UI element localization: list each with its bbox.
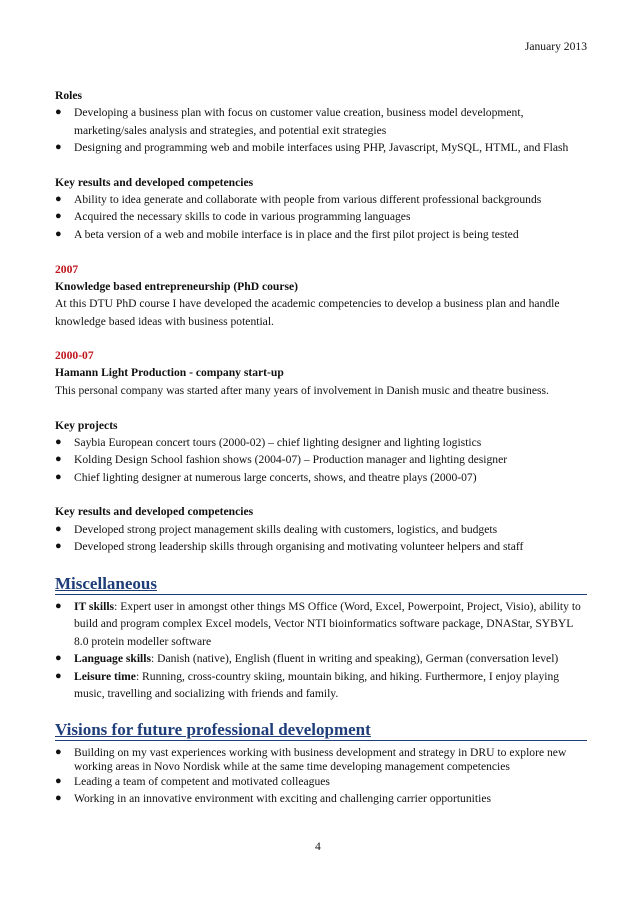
- it-skills-cont: 8.0 protein modeller software: [74, 635, 212, 648]
- hamann-year: 2000-07: [55, 349, 94, 362]
- key-projects-item: Chief lighting designer at numerous large concerts, shows, and theatre plays (2000-07): [74, 471, 477, 484]
- bullet-icon: ●: [55, 523, 62, 535]
- roles-item: Developing a business plan with focus on customer value creation, business model development,: [74, 106, 524, 119]
- it-skills-label: IT skills: [74, 600, 115, 613]
- bullet-icon: ●: [55, 436, 62, 448]
- misc-language-skills: [74, 650, 558, 667]
- page-number: 4: [315, 840, 321, 853]
- bullet-icon: ●: [55, 775, 62, 787]
- key-results-item: A beta version of a web and mobile interface is in place and the first pilot project is being tested: [74, 228, 519, 241]
- bullet-icon: ●: [55, 210, 62, 222]
- phd-description: At this DTU PhD course I have developed the academic competencies to develop a business plan and handle: [55, 297, 560, 310]
- visions-heading: [55, 720, 587, 741]
- key-projects-item: Saybia European concert tours (2000-02) – chief lighting designer and lighting logistics: [74, 436, 482, 449]
- bullet-icon: ●: [55, 228, 62, 240]
- key-results-item: Ability to idea generate and collaborate with people from various different professional backgrounds: [74, 193, 542, 206]
- leisure-time-text: : Running, cross-country skiing, mountain biking, and hiking. Furthermore, I enjoy playing: [135, 670, 560, 683]
- phd-title: Knowledge based entrepreneurship (PhD course): [55, 280, 299, 293]
- bullet-icon: ●: [55, 540, 62, 552]
- visions-item: Working in an innovative environment with exciting and challenging carrier opportunities: [74, 792, 491, 805]
- visions-item: Building on my vast experiences working with business development and strategy in DRU to explore new: [74, 746, 567, 759]
- key-projects-title: Key projects: [55, 419, 118, 432]
- hamann-title: Hamann Light Production - company start-up: [55, 366, 284, 379]
- misc-it-skills: [74, 598, 581, 615]
- leisure-time-label: Leisure time: [74, 670, 136, 683]
- bullet-icon: ●: [55, 471, 62, 483]
- bullet-icon: ●: [55, 193, 62, 205]
- bullet-icon: ●: [55, 106, 62, 118]
- bullet-icon: ●: [55, 670, 62, 682]
- it-skills-text: : Expert user in amongst other things MS Office (Word, Excel, Powerpoint, Project, Visio), ability to: [114, 600, 581, 613]
- roles-item: Designing and programming web and mobile interfaces using PHP, Javascript, MySQL, HTML, and Flash: [74, 141, 569, 154]
- visions-item: Leading a team of competent and motivated colleagues: [74, 775, 330, 788]
- it-skills-cont: build and program complex Excel models, Vector NTI bioinformatics software package, DNAStar, SYBYL: [74, 617, 574, 630]
- bullet-icon: ●: [55, 600, 62, 612]
- roles-item-cont: marketing/sales analysis and strategies, and potential exit strategies: [74, 124, 387, 137]
- bullet-icon: ●: [55, 141, 62, 153]
- leisure-time-cont: music, travelling and socializing with friends and family.: [74, 687, 339, 700]
- bullet-icon: ●: [55, 746, 62, 758]
- language-skills-text: : Danish (native), English (fluent in writing and speaking), German (conversation level): [151, 652, 559, 665]
- misc-heading-text: Miscellaneous: [55, 574, 157, 593]
- misc-leisure-time: [74, 668, 559, 685]
- hamann-description: This personal company was started after many years of involvement in Danish music and theatre business.: [55, 384, 549, 397]
- visions-item-cont: working areas in Novo Nordisk while at the same time developing management competencies: [74, 760, 510, 773]
- misc-heading: [55, 574, 587, 595]
- bullet-icon: ●: [55, 792, 62, 804]
- bullet-icon: ●: [55, 652, 62, 664]
- phd-year: 2007: [55, 263, 79, 276]
- header-date: January 2013: [524, 40, 587, 53]
- key-results-title: Key results and developed competencies: [55, 176, 254, 189]
- language-skills-label: Language skills: [74, 652, 151, 665]
- visions-heading-text: Visions for future professional development: [55, 720, 371, 739]
- key-results-title: Key results and developed competencies: [55, 505, 254, 518]
- key-results-item: Developed strong project management skills dealing with customers, logistics, and budgets: [74, 523, 498, 536]
- roles-title: Roles: [55, 89, 83, 102]
- key-results-item: Developed strong leadership skills through organising and motivating volunteer helpers and staff: [74, 540, 524, 553]
- key-projects-item: Kolding Design School fashion shows (2004-07) – Production manager and lighting designer: [74, 453, 508, 466]
- key-results-item: Acquired the necessary skills to code in various programming languages: [74, 210, 411, 223]
- bullet-icon: ●: [55, 453, 62, 465]
- phd-description-cont: knowledge based ideas with business potential.: [55, 315, 274, 328]
